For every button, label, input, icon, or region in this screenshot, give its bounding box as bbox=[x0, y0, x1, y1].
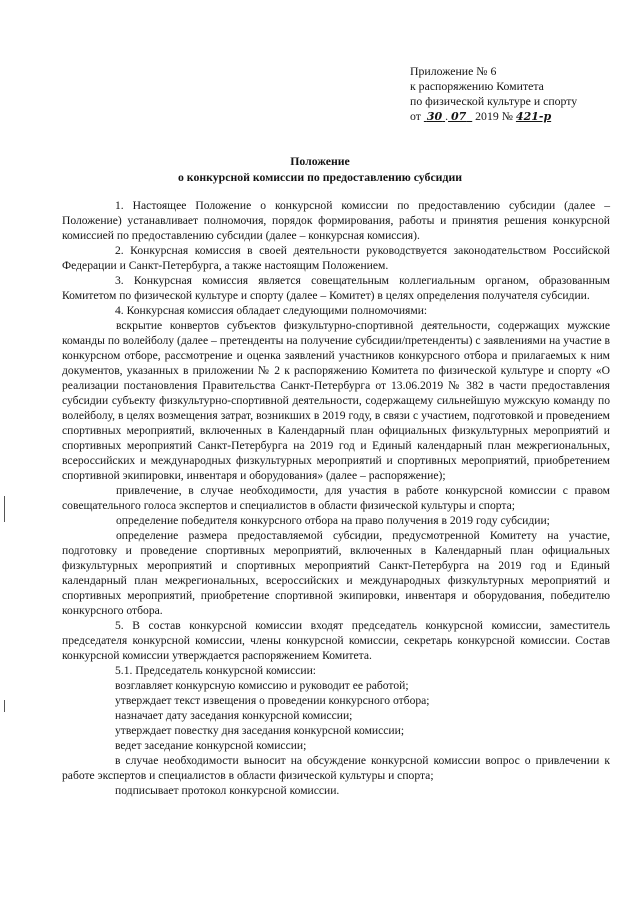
paragraph: 5.1. Председатель конкурсной комиссии: bbox=[115, 664, 316, 677]
appendix-line: к распоряжению Комитета bbox=[410, 79, 544, 93]
paragraph: 3. Конкурсная комиссия является совещательным коллегиальным органом, образованным Комитетом по физической культуре и спорту (далее – Комитет) в целях определения получателя субсидии. bbox=[62, 274, 610, 302]
appendix-date-line: от 30 . 07 2019 № 421-р bbox=[410, 109, 552, 123]
date-year: 2019 № bbox=[475, 109, 513, 123]
appendix-line: по физической культуре и спорту bbox=[410, 94, 578, 108]
paragraph: возглавляет конкурсную комиссию и руководит ее работой; bbox=[115, 679, 409, 692]
paragraph: назначает дату заседания конкурсной комиссии; bbox=[115, 709, 353, 722]
paragraph: утверждает текст извещения о проведении конкурсного отбора; bbox=[115, 694, 430, 707]
date-month-field bbox=[448, 109, 472, 123]
paragraph: 4. Конкурсная комиссия обладает следующими полномочиями: bbox=[115, 304, 428, 317]
paragraph: подписывает протокол конкурсной комиссии. bbox=[115, 784, 340, 797]
order-number-field bbox=[516, 109, 551, 123]
paragraph: привлечение, в случае необходимости, для участия в работе конкурсной комиссии с правом совещательного голоса экспертов и специалистов в области физической культуры и спорта; bbox=[62, 484, 610, 512]
paragraph: ведет заседание конкурсной комиссии; bbox=[115, 739, 307, 752]
date-day-field bbox=[424, 109, 445, 123]
title-line: Положение bbox=[290, 154, 350, 168]
title-line: о конкурсной комиссии по предоставлению субсидии bbox=[177, 170, 463, 184]
handwritten-day: 30 bbox=[426, 110, 443, 123]
paragraph: определение размера предоставляемой субсидии, предусмотренной Комитету на участие, подготовку и проведение спортивных мероприятий, включенных в Календарный план официальных физкультурных мероприятий и спортивных мероприятий Санкт-Петербурга на 2019 год и Единый календарный план межрегиональных, всероссийских и международных физкультурных мероприятий и спортивных мероприятий, приобретение спортивной экипировки, инвентаря и оборудования, победителю конкурсного отбора. bbox=[62, 529, 610, 617]
paragraph: утверждает повестку дня заседания конкурсной комиссии; bbox=[115, 724, 405, 737]
appendix-line: Приложение № 6 bbox=[410, 64, 497, 78]
appendix-header bbox=[410, 64, 625, 124]
scan-margin-mark bbox=[4, 496, 5, 522]
document-body bbox=[62, 198, 610, 798]
document-title bbox=[0, 153, 640, 185]
paragraph: 2. Конкурсная комиссия в своей деятельности руководствуется законодательством Российской Федерации и Санкт-Петербурга, а также настоящим Положением. bbox=[62, 244, 610, 272]
handwritten-month: 07 bbox=[450, 110, 467, 123]
paragraph: вскрытие конвертов субъектов физкультурно-спортивной деятельности, содержащих мужские команды по волейболу (далее – претенденты на получение субсидии/претенденты) с заявлениями на участие в конкурсном отборе, рассмотрение и оценка заявлений участников конкурсного отбора и прилагаемых к ним документов, указанных в приложении № 2 к распоряжению Комитета по физической культуре и спорту «О реализации постановления Правительства Санкт-Петербурга от 13.06.2019 № 382 в части предоставления субсидии субъекту физкультурно-спортивной деятельности, содержащему сильнейшую мужскую команду по волейболу, в целях возмещения затрат, возникших в 2019 году, в связи с участием, подготовкой и проведением спортивных мероприятий, включенных в Календарный план официальных физкультурных мероприятий и спортивных мероприятий Санкт-Петербурга на 2019 год и Единый календарный план межрегиональных, всероссийских и международных физкультурных мероприятий и спортивных мероприятий, приобретением спортивной экипировки, инвентаря и оборудования» (далее – распоряжение); bbox=[62, 319, 610, 482]
paragraph: 1. Настоящее Положение о конкурсной комиссии по предоставлению субсидии (далее – Положение) устанавливает полномочия, порядок формирования, работы и принятия решения конкурсной комиссией по предоставлению субсидии (далее – конкурсная комиссия). bbox=[62, 199, 610, 242]
date-prefix: от bbox=[410, 109, 421, 123]
paragraph: в случае необходимости выносит на обсуждение конкурсной комиссии вопрос о привлечении к работе экспертов и специалистов в области физической культуры и спорта; bbox=[62, 754, 610, 782]
scan-margin-mark bbox=[4, 700, 5, 712]
handwritten-number: 421-р bbox=[515, 110, 552, 123]
paragraph: определение победителя конкурсного отбора на право получения в 2019 году субсидии; bbox=[116, 514, 550, 527]
paragraph: 5. В состав конкурсной комиссии входят председатель конкурсной комиссии, заместитель председателя конкурсной комиссии, члены конкурсной комиссии, секретарь конкурсной комиссии. Состав конкурсной комиссии утверждается распоряжением Комитета. bbox=[62, 619, 610, 662]
